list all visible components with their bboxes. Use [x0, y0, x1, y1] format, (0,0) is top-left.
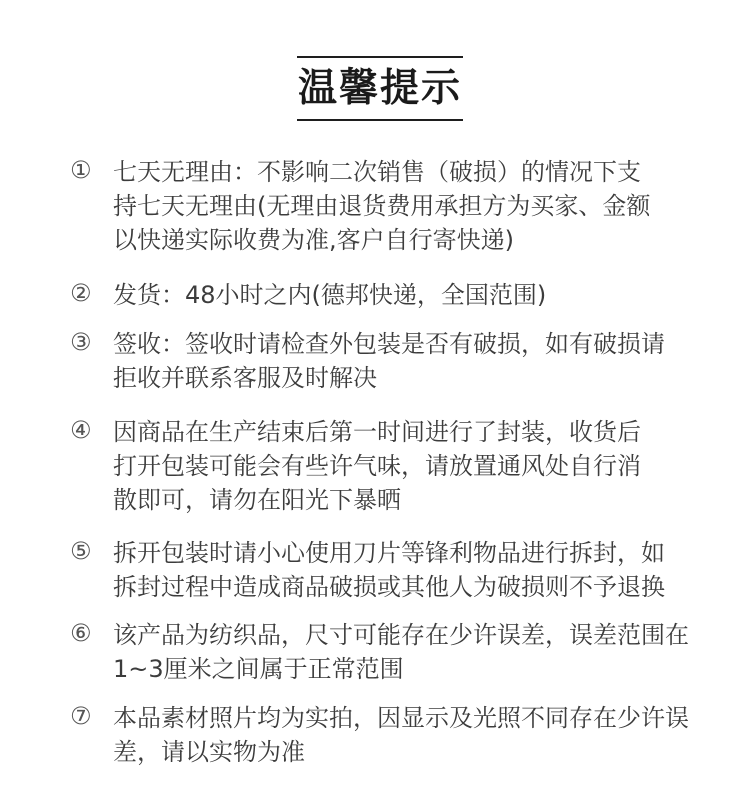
notice-number: ④ [70, 416, 92, 444]
notice-line: 七天无理由：不影响二次销售（破损）的情况下支 [113, 158, 641, 186]
notice-text [113, 618, 713, 686]
notice-text [113, 536, 713, 604]
notice-number: ② [70, 279, 92, 307]
notice-line: 该产品为纺织品，尺寸可能存在少许误差，误差范围在 [113, 621, 689, 649]
title-bottom-rule [297, 119, 463, 121]
notice-line: 以快递实际收费为准,客户自行寄快递) [113, 226, 514, 254]
notice-line: 打开包装可能会有些许气味，请放置通风处自行消 [113, 452, 641, 480]
notice-line: 拆开包装时请小心使用刀片等锋利物品进行拆封，如 [113, 539, 665, 567]
notice-text [113, 278, 713, 312]
notice-line: 持七天无理由(无理由退货费用承担方为买家、金额 [113, 192, 651, 220]
notice-line: 拒收并联系客服及时解决 [113, 364, 377, 392]
notice-line: 本品素材照片均为实拍，因显示及光照不同存在少许误 [113, 704, 689, 732]
notice-number: ⑦ [70, 702, 92, 730]
notice-text [113, 415, 713, 517]
title-top-rule [297, 56, 463, 58]
title-block [297, 56, 463, 122]
notice-text [113, 327, 713, 395]
notice-text [113, 701, 713, 769]
notice-line: 差，请以实物为准 [113, 738, 305, 766]
notice-line: 发货：48小时之内(德邦快递，全国范围) [113, 281, 547, 309]
notice-number: ③ [70, 328, 92, 356]
notice-line: 因商品在生产结束后第一时间进行了封装，收货后 [113, 418, 641, 446]
notice-line: 签收：签收时请检查外包装是否有破损，如有破损请 [113, 330, 665, 358]
notice-number: ① [70, 156, 92, 184]
notice-number: ⑥ [70, 619, 92, 647]
notice-text [113, 155, 713, 257]
notice-number: ⑤ [70, 537, 92, 565]
notice-line: 1~3厘米之间属于正常范围 [113, 655, 404, 683]
page-title: 温馨提示 [297, 66, 462, 111]
notice-line: 拆封过程中造成商品破损或其他人为破损则不予退换 [113, 573, 665, 601]
notice-line: 散即可，请勿在阳光下暴晒 [113, 486, 401, 514]
